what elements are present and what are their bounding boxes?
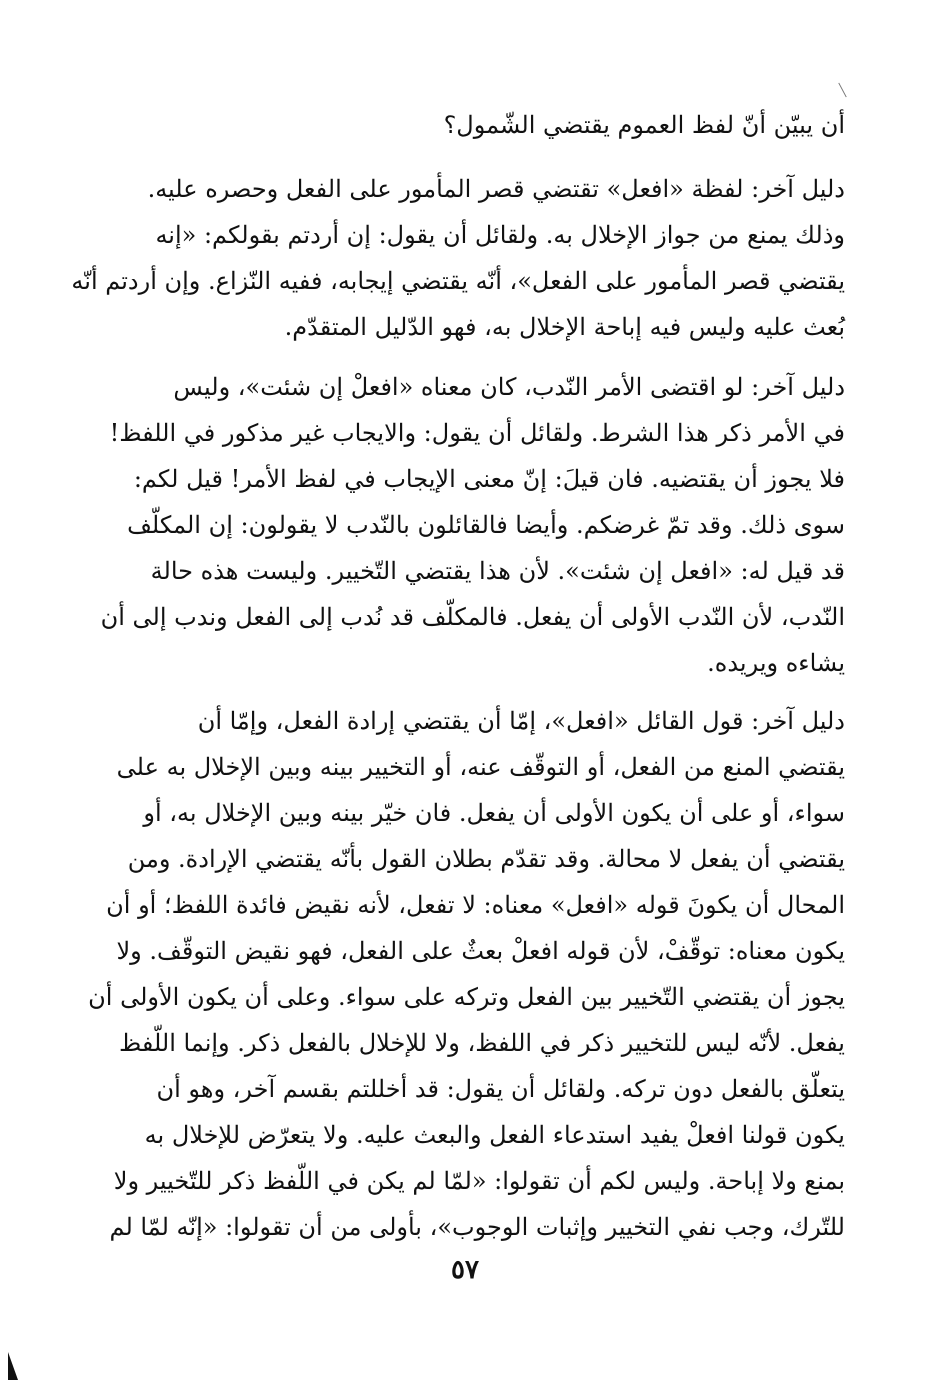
text-line: دليل آخر: لفظة «افعل» تقتضي قصر المأمور على الفعل وحصره عليه.: [147, 175, 845, 203]
text-line: يفعل. لأنّه ليس للتخيير ذكر في اللفظ، ولا للإخلال بالفعل ذكر. وإنما اللّفظ: [119, 1029, 845, 1057]
text-line: يجوز أن يقتضي التّخيير بين الفعل وتركه على سواء. وعلى أن يكون الأولى أن: [88, 983, 845, 1011]
text-line: في الأمر ذكر هذا الشرط. ولقائل أن يقول: والايجاب غير مذكور في اللفظ!: [109, 419, 845, 447]
text-line: أن يبيّن أنّ لفظ العموم يقتضي الشّمول؟: [443, 111, 845, 139]
text-line: يقتضي أن يفعل لا محالة. وقد تقدّم بطلان القول بأنّه يقتضي الإرادة. ومن: [127, 845, 845, 873]
text-line: بُعث عليه وليس فيه إباحة الإخلال به، فهو الدّليل المتقدّم.: [284, 313, 845, 341]
text-line: يقتضي المنع من الفعل، أو التوقّف عنه، أو التخيير بينه وبين الإخلال به على: [116, 753, 845, 781]
paragraph-2: [100, 364, 845, 686]
text-line: المحال أن يكونَ قوله «افعل» معناه: لا تفعل، لأنه نقيض فائدة اللفظ؛ أو أن: [106, 891, 845, 919]
page-number: ٥٧: [451, 1255, 479, 1285]
text-line: دليل آخر: لو اقتضى الأمر النّدب، كان معناه «افعلْ إن شئت»، وليس: [173, 373, 845, 401]
continued-line: [150, 102, 845, 148]
paragraph-1: [71, 166, 845, 350]
text-line: فلا يجوز أن يقتضيه. فان قيلَ: إنّ معنى الإيجاب في لفظ الأمر! قيل لكم:: [133, 465, 845, 493]
text-line: يشاءه ويريده.: [707, 649, 845, 677]
text-line: بمنع ولا إباحة. وليس لكم أن تقولوا: «لمّا لم يكن في اللّفظ ذكر للتّخيير ولا: [113, 1167, 845, 1195]
text-line: للتّرك، وجب نفي التخيير وإثبات الوجوب»، بأولى من أن تقولوا: «إنّه لمّا لم: [109, 1213, 845, 1241]
text-line: يتعلّق بالفعل دون تركه. ولقائل أن يقول: قد أخللتم بقسم آخر، وهو أن: [156, 1075, 845, 1103]
text-line: وذلك يمنع من جواز الإخلال به. ولقائل أن يقول: إن أردتم بقولكم: «إنه: [155, 221, 845, 249]
text-line: النّدب، لأن النّدب الأولى أن يفعل. فالمكلّف قد نُدب إلى الفعل وندب إلى أن: [100, 603, 845, 631]
text-line: قد قيل له: «افعل إن شئت». لأن هذا يقتضي التّخيير. وليست هذه حالة: [150, 557, 845, 585]
margin-mark: [838, 83, 846, 98]
text-line: دليل آخر: قول القائل «افعل»، إمّا أن يقتضي إرادة الفعل، وإمّا أن: [197, 707, 845, 735]
text-line: سواء، أو على أن يكون الأولى أن يفعل. فان خيّر بينه وبين الإخلال به، أو: [143, 799, 845, 827]
text-line: يكون معناه: توقّفْ، لأن قوله افعلْ بعثٌ على الفعل، فهو نقيض التوقّف. ولا: [116, 937, 845, 965]
paragraph-3: [88, 698, 845, 1250]
text-line: يكون قولنا افعلْ يفيد استدعاء الفعل والبعث عليه. ولا يتعرّض للإخلال به: [144, 1121, 845, 1149]
text-line: سوى ذلك. وقد تمّ غرضكم. وأيضا فالقائلون بالنّدب لا يقولون: إن المكلّف: [127, 511, 845, 539]
corner-mark: [8, 1352, 18, 1380]
text-line: يقتضي قصر المأمور على الفعل»، أنّه يقتضي إيجابه، ففيه النّزاع. وإن أردتم أنّه: [71, 267, 845, 295]
